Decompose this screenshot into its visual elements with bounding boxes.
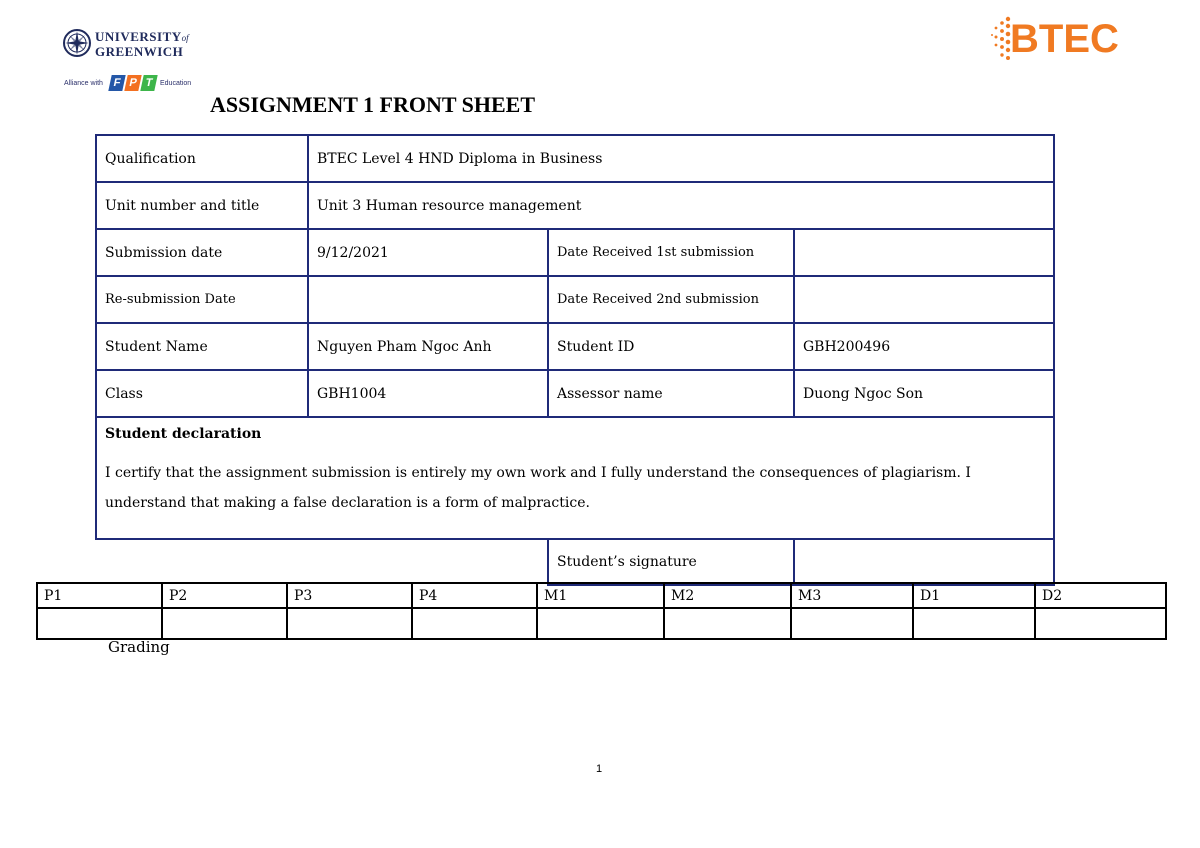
grading-label: Grading — [108, 638, 170, 656]
grade-value-p3[interactable] — [287, 608, 412, 639]
grade-header-d1: D1 — [913, 583, 1035, 608]
qualification-value: BTEC Level 4 HND Diploma in Business — [308, 135, 1054, 182]
alliance-suffix: Education — [160, 80, 192, 87]
submission-row — [96, 229, 1054, 276]
submission-date-value: 9/12/2021 — [308, 229, 548, 276]
grade-value-m3[interactable] — [791, 608, 913, 639]
greenwich-word: GREENWICH — [95, 44, 184, 59]
declaration-row — [96, 417, 1054, 539]
unit-value: Unit 3 Human resource management — [308, 182, 1054, 229]
front-sheet-table — [95, 134, 1055, 586]
grade-header-m3: M3 — [791, 583, 913, 608]
student-row — [96, 323, 1054, 370]
student-id-value: GBH200496 — [794, 323, 1054, 370]
btec-wordmark: BTEC — [1010, 17, 1119, 61]
of-word: of — [181, 33, 189, 43]
date-received-1st-label: Date Received 1st submission — [548, 229, 794, 276]
qualification-label: Qualification — [96, 135, 308, 182]
university-word: UNIVERSITY — [95, 29, 182, 44]
grade-value-m1[interactable] — [537, 608, 664, 639]
compass-crest-icon — [62, 28, 92, 58]
date-received-1st-value[interactable] — [794, 229, 1054, 276]
resubmission-date-label: Re-submission Date — [96, 276, 308, 323]
grade-header-d2: D2 — [1035, 583, 1166, 608]
declaration-text: I certify that the assignment submission is entirely my own work and I fully understand the consequences of plagiarism. I understand that making a false declaration is a form of malpractice. — [105, 465, 971, 511]
unit-row — [96, 182, 1054, 229]
date-received-2nd-value[interactable] — [794, 276, 1054, 323]
class-row — [96, 370, 1054, 417]
grading-table — [36, 582, 1167, 640]
assessor-name-label: Assessor name — [548, 370, 794, 417]
grade-header-p3: P3 — [287, 583, 412, 608]
student-name-value: Nguyen Pham Ngoc Anh — [308, 323, 548, 370]
grade-value-d2[interactable] — [1035, 608, 1166, 639]
alliance-prefix: Alliance with — [64, 80, 103, 87]
student-name-label: Student Name — [96, 323, 308, 370]
resubmission-date-value[interactable] — [308, 276, 548, 323]
grade-value-m2[interactable] — [664, 608, 791, 639]
signature-value[interactable] — [794, 539, 1054, 585]
grade-value-p1[interactable] — [37, 608, 162, 639]
grade-value-row — [37, 608, 1166, 639]
fpt-letter-f: F — [108, 75, 125, 91]
class-value: GBH1004 — [308, 370, 548, 417]
class-label: Class — [96, 370, 308, 417]
grade-value-d1[interactable] — [913, 608, 1035, 639]
grade-header-p4: P4 — [412, 583, 537, 608]
submission-date-label: Submission date — [96, 229, 308, 276]
page-title: ASSIGNMENT 1 FRONT SHEET — [210, 92, 535, 117]
student-id-label: Student ID — [548, 323, 794, 370]
grade-header-m1: M1 — [537, 583, 664, 608]
signature-row — [96, 539, 1054, 585]
declaration-title: Student declaration — [105, 426, 262, 442]
fpt-letter-t: T — [140, 75, 157, 91]
grade-header-m2: M2 — [664, 583, 791, 608]
qualification-row — [96, 135, 1054, 182]
grade-header-p2: P2 — [162, 583, 287, 608]
signature-spacer — [96, 539, 548, 585]
signature-label: Student’s signature — [548, 539, 794, 585]
assessor-name-value: Duong Ngoc Son — [794, 370, 1054, 417]
date-received-2nd-label: Date Received 2nd submission — [548, 276, 794, 323]
grade-value-p2[interactable] — [162, 608, 287, 639]
unit-label: Unit number and title — [96, 182, 308, 229]
btec-dots-icon — [990, 14, 1012, 64]
btec-logo — [990, 14, 1140, 64]
fpt-letter-p: P — [124, 75, 141, 91]
grade-value-p4[interactable] — [412, 608, 537, 639]
grade-header-row — [37, 583, 1166, 608]
page-number: 1 — [596, 763, 603, 775]
grade-header-p1: P1 — [37, 583, 162, 608]
university-of-greenwich-logo — [62, 28, 192, 60]
resubmission-row — [96, 276, 1054, 323]
declaration-cell — [96, 417, 1054, 539]
